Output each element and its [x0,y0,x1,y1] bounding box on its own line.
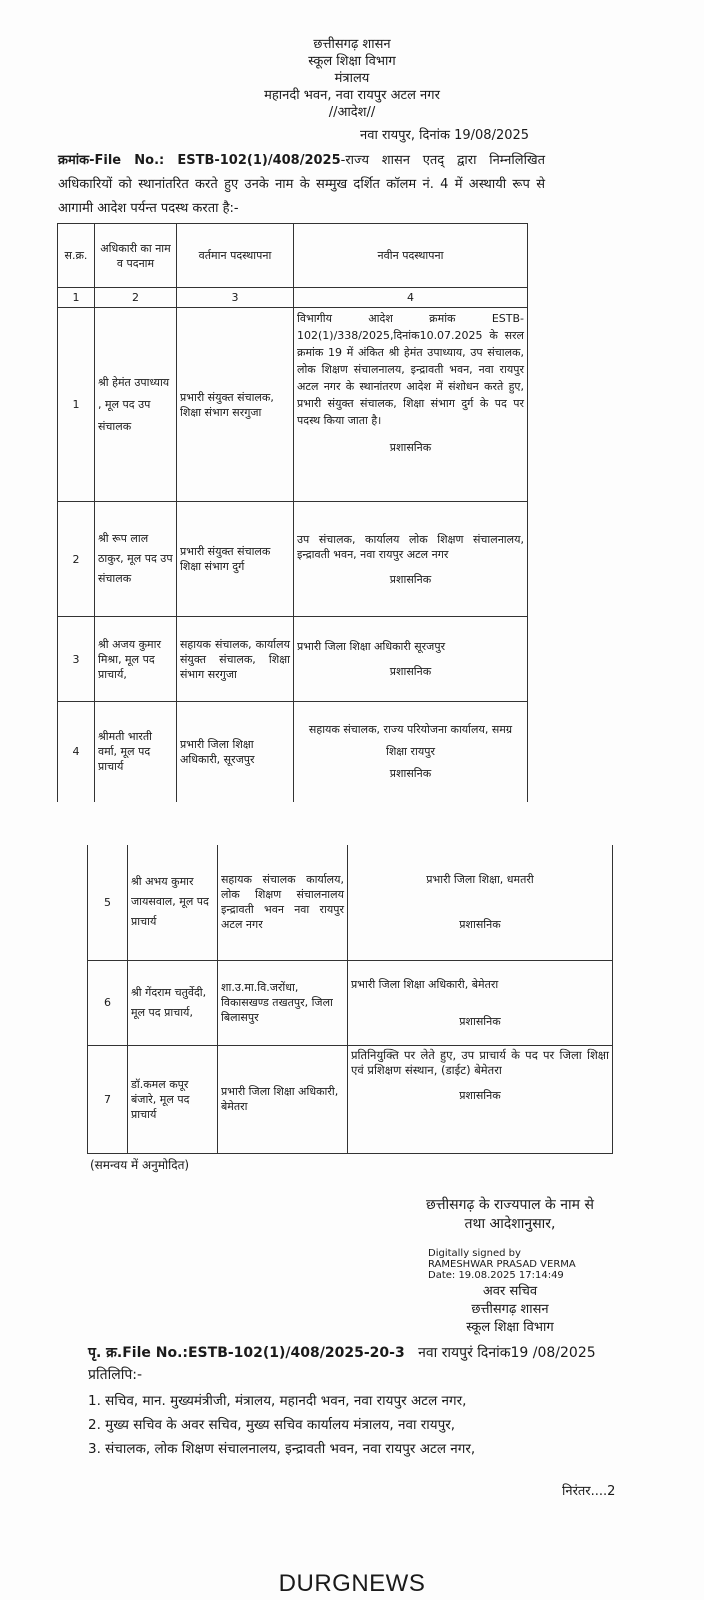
transfer-table-part1 [57,223,528,802]
col-number: 3 [177,288,294,308]
intro-paragraph [58,149,545,221]
signer-name: RAMESHWAR PRASAD VERMA [428,1258,576,1270]
row-name: श्री अभय कुमार जायसवाल, मूल पद प्राचार्य [128,845,218,960]
row-new: सहायक संचालक, राज्य परियोजना कार्यालय, समग्र शिक्षा रायपुर [308,722,513,758]
header-name: अधिकारी का नाम व पदनाम [95,224,177,288]
address: महानदी भवन, नवा रायपुर अटल नगर [264,88,440,103]
row-sn: 4 [58,702,95,802]
order-date: नवा रायपुर, दिनांक 19/08/2025 [360,128,530,143]
row-category: प्रशासनिक [389,572,432,586]
col-number: 4 [294,288,528,308]
row-sn: 6 [88,960,128,1045]
row-name: श्री गेंदराम चतुर्वेदी, मूल पद प्राचार्य, [128,960,218,1045]
dept-name: स्कूल शिक्षा विभाग [308,54,396,69]
header-current: वर्तमान पदस्थापना [177,224,294,288]
row-current: सहायक संचालक, कार्यालय संयुक्त संचालक, शिक्षा संभाग सरगुजा [177,617,294,702]
row-current: प्रभारी संयुक्त संचालक शिक्षा संभाग दुर्ग [177,502,294,617]
intro-text: -राज्य शासन एतद् द्वारा निम्नलिखित अधिकारियों को स्थानांतरित करते हुए उनके नाम के सम्मुख दर्शित कॉलम नं. 4 में अस्थायी रूप से आगामी आदेश पर्यन्त पदस्थ करता है:- [58,153,545,216]
govt-name: छत्तीसगढ़ शासन [313,37,391,52]
table-row [88,960,613,1045]
digital-signature [428,1248,704,1281]
col-number: 1 [58,288,95,308]
row-category: प्रशासनिक [459,918,501,932]
row-sn: 7 [88,1045,128,1153]
copy-item: 2. मुख्य सचिव के अवर सचिव, मुख्य सचिव कार्यालय मंत्रालय, नवा रायपुर, [88,1416,456,1433]
row-sn: 3 [58,617,95,702]
order-body [0,127,704,802]
row-category: प्रशासनिक [459,1088,501,1102]
table-row [58,617,528,702]
ministry: मंत्रालय [334,71,370,86]
row-category: प्रशासनिक [389,665,432,678]
row-category: प्रशासनिक [459,1014,501,1028]
row-name: डॉ.कमल कपूर बंजारे, मूल पद प्राचार्य [128,1045,218,1153]
row-current: प्रभारी संयुक्त संचालक, शिक्षा संभाग सरगुजा [177,308,294,502]
copy-item: 3. संचालक, लोक शिक्षण संचालनालय, इन्द्रावती भवन, नवा रायपुर अटल नगर, [88,1440,476,1457]
designation: अवर सचिव [482,1283,538,1299]
signer-designation [380,1283,640,1337]
copy-label: प्रतिलिपि:- [88,1366,143,1383]
letterhead [0,36,704,121]
signoff-line: छत्तीसगढ़ के राज्यपाल के नाम से [426,1196,594,1213]
table-row [88,1045,613,1153]
endorsement [88,1343,608,1461]
row-sn: 2 [58,502,95,617]
approval-note: (समन्वय में अनुमोदित) [90,1157,190,1172]
copy-item: 1. सचिव, मान. मुख्यमंत्रीजी, मंत्रालय, महानदी भवन, नवा रायपुर अटल नगर, [88,1392,467,1409]
order-body-continued [0,845,704,1501]
row-sn: 5 [88,845,128,960]
table-row [58,702,528,802]
row-category: प्रशासनिक [389,441,432,454]
file-number: क्रमांक-File No.: ESTB-102(1)/408/2025 [58,153,341,168]
header-sn: स.क्र. [58,224,95,288]
table-row [58,308,528,502]
continued-label: निरंतर....2 [562,1483,616,1499]
row-category: प्रशासनिक [389,766,432,780]
table-row [88,845,613,960]
row-new: विभागीय आदेश क्रमांक ESTB-102(1)/338/2025,दिनांक10.07.2025 के सरल क्रमांक 19 में अंकित श्री हेमंत उपाध्याय, उप संचालक, लोक शिक्षण संचालनालय, इन्द्रावती भवन, नवा रायपुर अटल नगर के स्थानांतरण आदेश में संशोधन करते हुए, प्रभारी संयुक्त संचालक, शिक्षा संभाग दुर्ग के पद पर पदस्थ किया जाता है। [297,312,524,427]
row-name: श्री रूप लाल ठाकुर, मूल पद उप संचालक [95,502,177,617]
row-current: सहायक संचालक कार्यालय, लोक शिक्षण संचालनालय इन्द्रावती भवन नवा रायपुर अटल नगर [218,845,348,960]
signature-date: Date: 19.08.2025 17:14:49 [428,1269,564,1281]
signoff [380,1196,640,1234]
col-number: 2 [95,288,177,308]
table-row [58,502,528,617]
watermark: DURGNEWS [278,1570,426,1597]
row-current: प्रभारी जिला शिक्षा अधिकारी, बेमेतरा [218,1045,348,1153]
govt-name: छत्तीसगढ़ शासन [471,1301,549,1317]
row-current: शा.उ.मा.वि.जरोंधा, विकासखण्ड तखतपुर, जिला बिलासपुर [218,960,348,1045]
signature-line: Digitally signed by [428,1247,521,1259]
header-new: नवीन पदस्थापना [294,224,528,288]
row-new: प्रभारी जिला शिक्षा अधिकारी सूरजपुर [297,640,446,653]
signoff-line: तथा आदेशानुसार, [464,1215,556,1232]
row-new: प्रतिनियुक्ति पर लेते हुए, उप प्राचार्य के पद पर जिला शिक्षा एवं प्रशिक्षण संस्थान, (डाईट) बेमेतरा [351,1047,609,1077]
order-title: //आदेश// [328,105,376,120]
row-new: उप संचालक, कार्यालय लोक शिक्षण संचालनालय, इन्द्रावती भवन, नवा रायपुर अटल नगर [297,532,524,561]
row-name: श्री अजय कुमार मिश्रा, मूल पद प्राचार्य, [95,617,177,702]
endorsement-date: नवा रायपुरं दिनांक19 /08/2025 [418,1344,596,1361]
row-name: श्रीमती भारती वर्मा, मूल पद प्राचार्य [95,702,177,802]
row-name: श्री हेमंत उपाध्याय , मूल पद उप संचालक [95,308,177,502]
row-new: प्रभारी जिला शिक्षा अधिकारी, बेमेतरा [351,977,499,991]
endorsement-file-number: पृ. क्र.File No.:ESTB-102(1)/408/2025-20-3 [88,1344,405,1361]
row-current: प्रभारी जिला शिक्षा अधिकारी, सूरजपुर [177,702,294,802]
dept-name: स्कूल शिक्षा विभाग [466,1319,554,1335]
transfer-table-part2 [87,845,613,1154]
row-sn: 1 [58,308,95,502]
row-new: प्रभारी जिला शिक्षा, धमतरी [426,873,534,887]
